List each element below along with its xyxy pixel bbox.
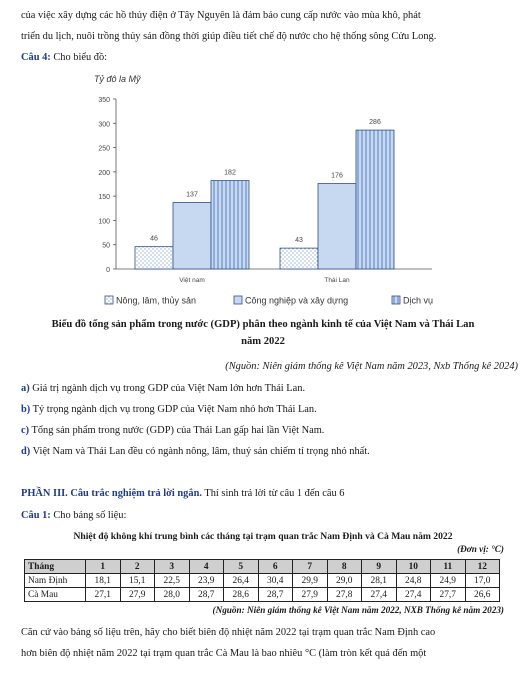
option-letter: d) <box>21 446 31 457</box>
data-label: 137 <box>186 191 198 199</box>
table-cell: 18,1 <box>86 574 121 588</box>
intro-line-1: của việc xây dựng các hồ thủy điện ở Tây Nguyên là đảm bảo cung cấp nước vào mùa khô, phát <box>21 10 421 21</box>
question-1-line-1: Căn cứ vào bảng số liệu trên, hãy cho biết biên độ nhiệt năm 2022 tại trạm quan trắc Nam Định cao <box>21 627 436 638</box>
question-1-text: Cho bảng số liệu: <box>53 510 127 521</box>
table-cell: 27,7 <box>431 588 466 602</box>
table-cell: 28,0 <box>155 588 190 602</box>
table-header-cell: 11 <box>431 560 466 574</box>
table-cell: 29,9 <box>293 574 328 588</box>
bar <box>135 247 173 269</box>
table-cell: 27,9 <box>120 588 155 602</box>
question-1-line-2: hơn biên độ nhiệt năm 2022 tại trạm quan trắc Cà Mau là bao nhiêu °C (làm tròn kết quả đến một <box>21 648 427 659</box>
table-cell: 27,1 <box>86 588 121 602</box>
table-header-cell: 1 <box>86 560 121 574</box>
data-label: 182 <box>224 169 236 177</box>
y-tick-label: 0 <box>106 267 110 274</box>
option-a <box>21 382 305 396</box>
table-header-cell: 6 <box>258 560 293 574</box>
data-label: 46 <box>150 235 158 243</box>
table-cell: 27,4 <box>362 588 397 602</box>
option-d <box>21 445 370 459</box>
option-text: Giá trị ngành dịch vụ trong GDP của Việt Nam lớn hơn Thái Lan. <box>32 383 306 394</box>
option-letter: c) <box>21 425 30 436</box>
legend-swatch <box>105 296 113 304</box>
bar <box>173 202 211 269</box>
legend-label: Nông, lâm, thủy sản <box>116 295 197 306</box>
chart-plot-area <box>98 97 432 284</box>
table-header-cell: 3 <box>155 560 190 574</box>
option-letter: a) <box>21 383 30 394</box>
table-header-cell: 10 <box>396 560 431 574</box>
gdp-bar-chart <box>80 68 480 310</box>
question-4-text: Cho biểu đồ: <box>53 52 108 63</box>
question-1-heading <box>21 509 126 523</box>
question-1-label: Câu 1: <box>21 510 51 521</box>
table-cell: 30,4 <box>258 574 293 588</box>
table-cell: 22,5 <box>155 574 190 588</box>
table-cell: 27,9 <box>293 588 328 602</box>
table-header-cell: 9 <box>362 560 397 574</box>
question-4-label: Câu 4: <box>21 52 51 63</box>
table-cell: 29,0 <box>327 574 362 588</box>
table-header-cell: 7 <box>293 560 328 574</box>
legend-label: Dịch vụ <box>403 295 434 306</box>
table-unit: (Đơn vị: °C) <box>457 544 504 554</box>
data-label: 176 <box>331 172 343 180</box>
option-b <box>21 403 317 417</box>
bar <box>318 184 356 269</box>
bar <box>356 130 394 269</box>
table-header-cell: 8 <box>327 560 362 574</box>
option-text: Việt Nam và Thái Lan đều có ngành nông, lâm, thuỷ sản chiếm tỉ trọng nhỏ nhất. <box>32 446 370 457</box>
y-tick-label: 50 <box>102 242 110 250</box>
x-tick-label: Thái Lan <box>324 277 350 284</box>
bar <box>280 248 318 269</box>
table-cell: 26,6 <box>465 588 500 602</box>
legend-label: Công nghiệp và xây dựng <box>245 295 349 306</box>
bar <box>211 181 249 269</box>
chart-caption-line-2: năm 2022 <box>241 336 285 347</box>
table-header-cell: 5 <box>224 560 259 574</box>
part-3-title: PHẦN III. Câu trắc nghiệm trả lời ngắn. <box>21 488 202 499</box>
table-cell: 27,4 <box>396 588 431 602</box>
table-cell: 28,6 <box>224 588 259 602</box>
data-label: 286 <box>369 119 381 127</box>
table-header-cell: 12 <box>465 560 500 574</box>
legend-swatch <box>234 296 242 304</box>
table-cell: 28,1 <box>362 574 397 588</box>
y-axis-title: Tỷ đô la Mỹ <box>94 74 141 84</box>
table-cell: 28,7 <box>189 588 224 602</box>
y-tick-label: 150 <box>98 194 110 202</box>
table-cell: 26,4 <box>224 574 259 588</box>
table-header-cell: 4 <box>189 560 224 574</box>
table-cell: Nam Định <box>25 574 86 588</box>
legend-swatch <box>392 296 400 304</box>
y-tick-label: 250 <box>98 145 110 153</box>
option-letter: b) <box>21 404 31 415</box>
intro-line-2: triển du lịch, nuôi trồng thủy sản đồng thời giúp điều tiết chế độ nước cho hệ thống sông Cửu Long. <box>21 31 437 42</box>
chart-caption-line-1: Biểu đồ tổng sản phẩm trong nước (GDP) phân theo ngành kinh tế của Việt Nam và Thái Lan <box>51 319 475 330</box>
table-cell: 15,1 <box>120 574 155 588</box>
part-3-heading <box>21 487 345 501</box>
table-cell: 17,0 <box>465 574 500 588</box>
y-tick-label: 300 <box>98 121 110 129</box>
option-text: Tổng sản phẩm trong nước (GDP) của Thái Lan gấp hai lần Việt Nam. <box>31 425 325 436</box>
option-text: Tỷ trọng ngành dịch vụ trong GDP của Việt Nam nhỏ hơn Thái Lan. <box>32 404 317 415</box>
table-row <box>25 574 500 588</box>
table-source: (Nguồn: Niên giám thống kê Việt Nam năm 2022, NXB Thống kê năm 2023) <box>212 605 504 615</box>
table-title: Nhiệt độ không khí trung bình các tháng tại trạm quan trắc Nam Định và Cà Mau năm 2022 <box>73 531 453 542</box>
table-cell: 27,8 <box>327 588 362 602</box>
table-cell: Cà Mau <box>25 588 86 602</box>
table-cell: 23,9 <box>189 574 224 588</box>
table-header-cell: Tháng <box>25 560 86 574</box>
x-tick-label: Việt nam <box>179 277 205 284</box>
temperature-table <box>24 559 500 602</box>
question-4-heading <box>21 51 107 65</box>
chart-legend <box>105 296 433 306</box>
chart-source: (Nguồn: Niên giám thống kê Việt Nam năm 2023, Nxb Thống kê 2024) <box>225 361 518 372</box>
table-cell: 24,9 <box>431 574 466 588</box>
table-cell: 28,7 <box>258 588 293 602</box>
y-tick-label: 350 <box>98 97 110 104</box>
table-header-cell: 2 <box>120 560 155 574</box>
table-row <box>25 588 500 602</box>
table-header-row <box>25 560 500 574</box>
y-tick-label: 200 <box>98 169 110 177</box>
part-3-instruction: Thí sinh trả lời từ câu 1 đến câu 6 <box>204 488 345 499</box>
option-c <box>21 424 324 438</box>
table-cell: 24,8 <box>396 574 431 588</box>
data-label: 43 <box>295 237 303 245</box>
y-tick-label: 100 <box>98 218 110 226</box>
